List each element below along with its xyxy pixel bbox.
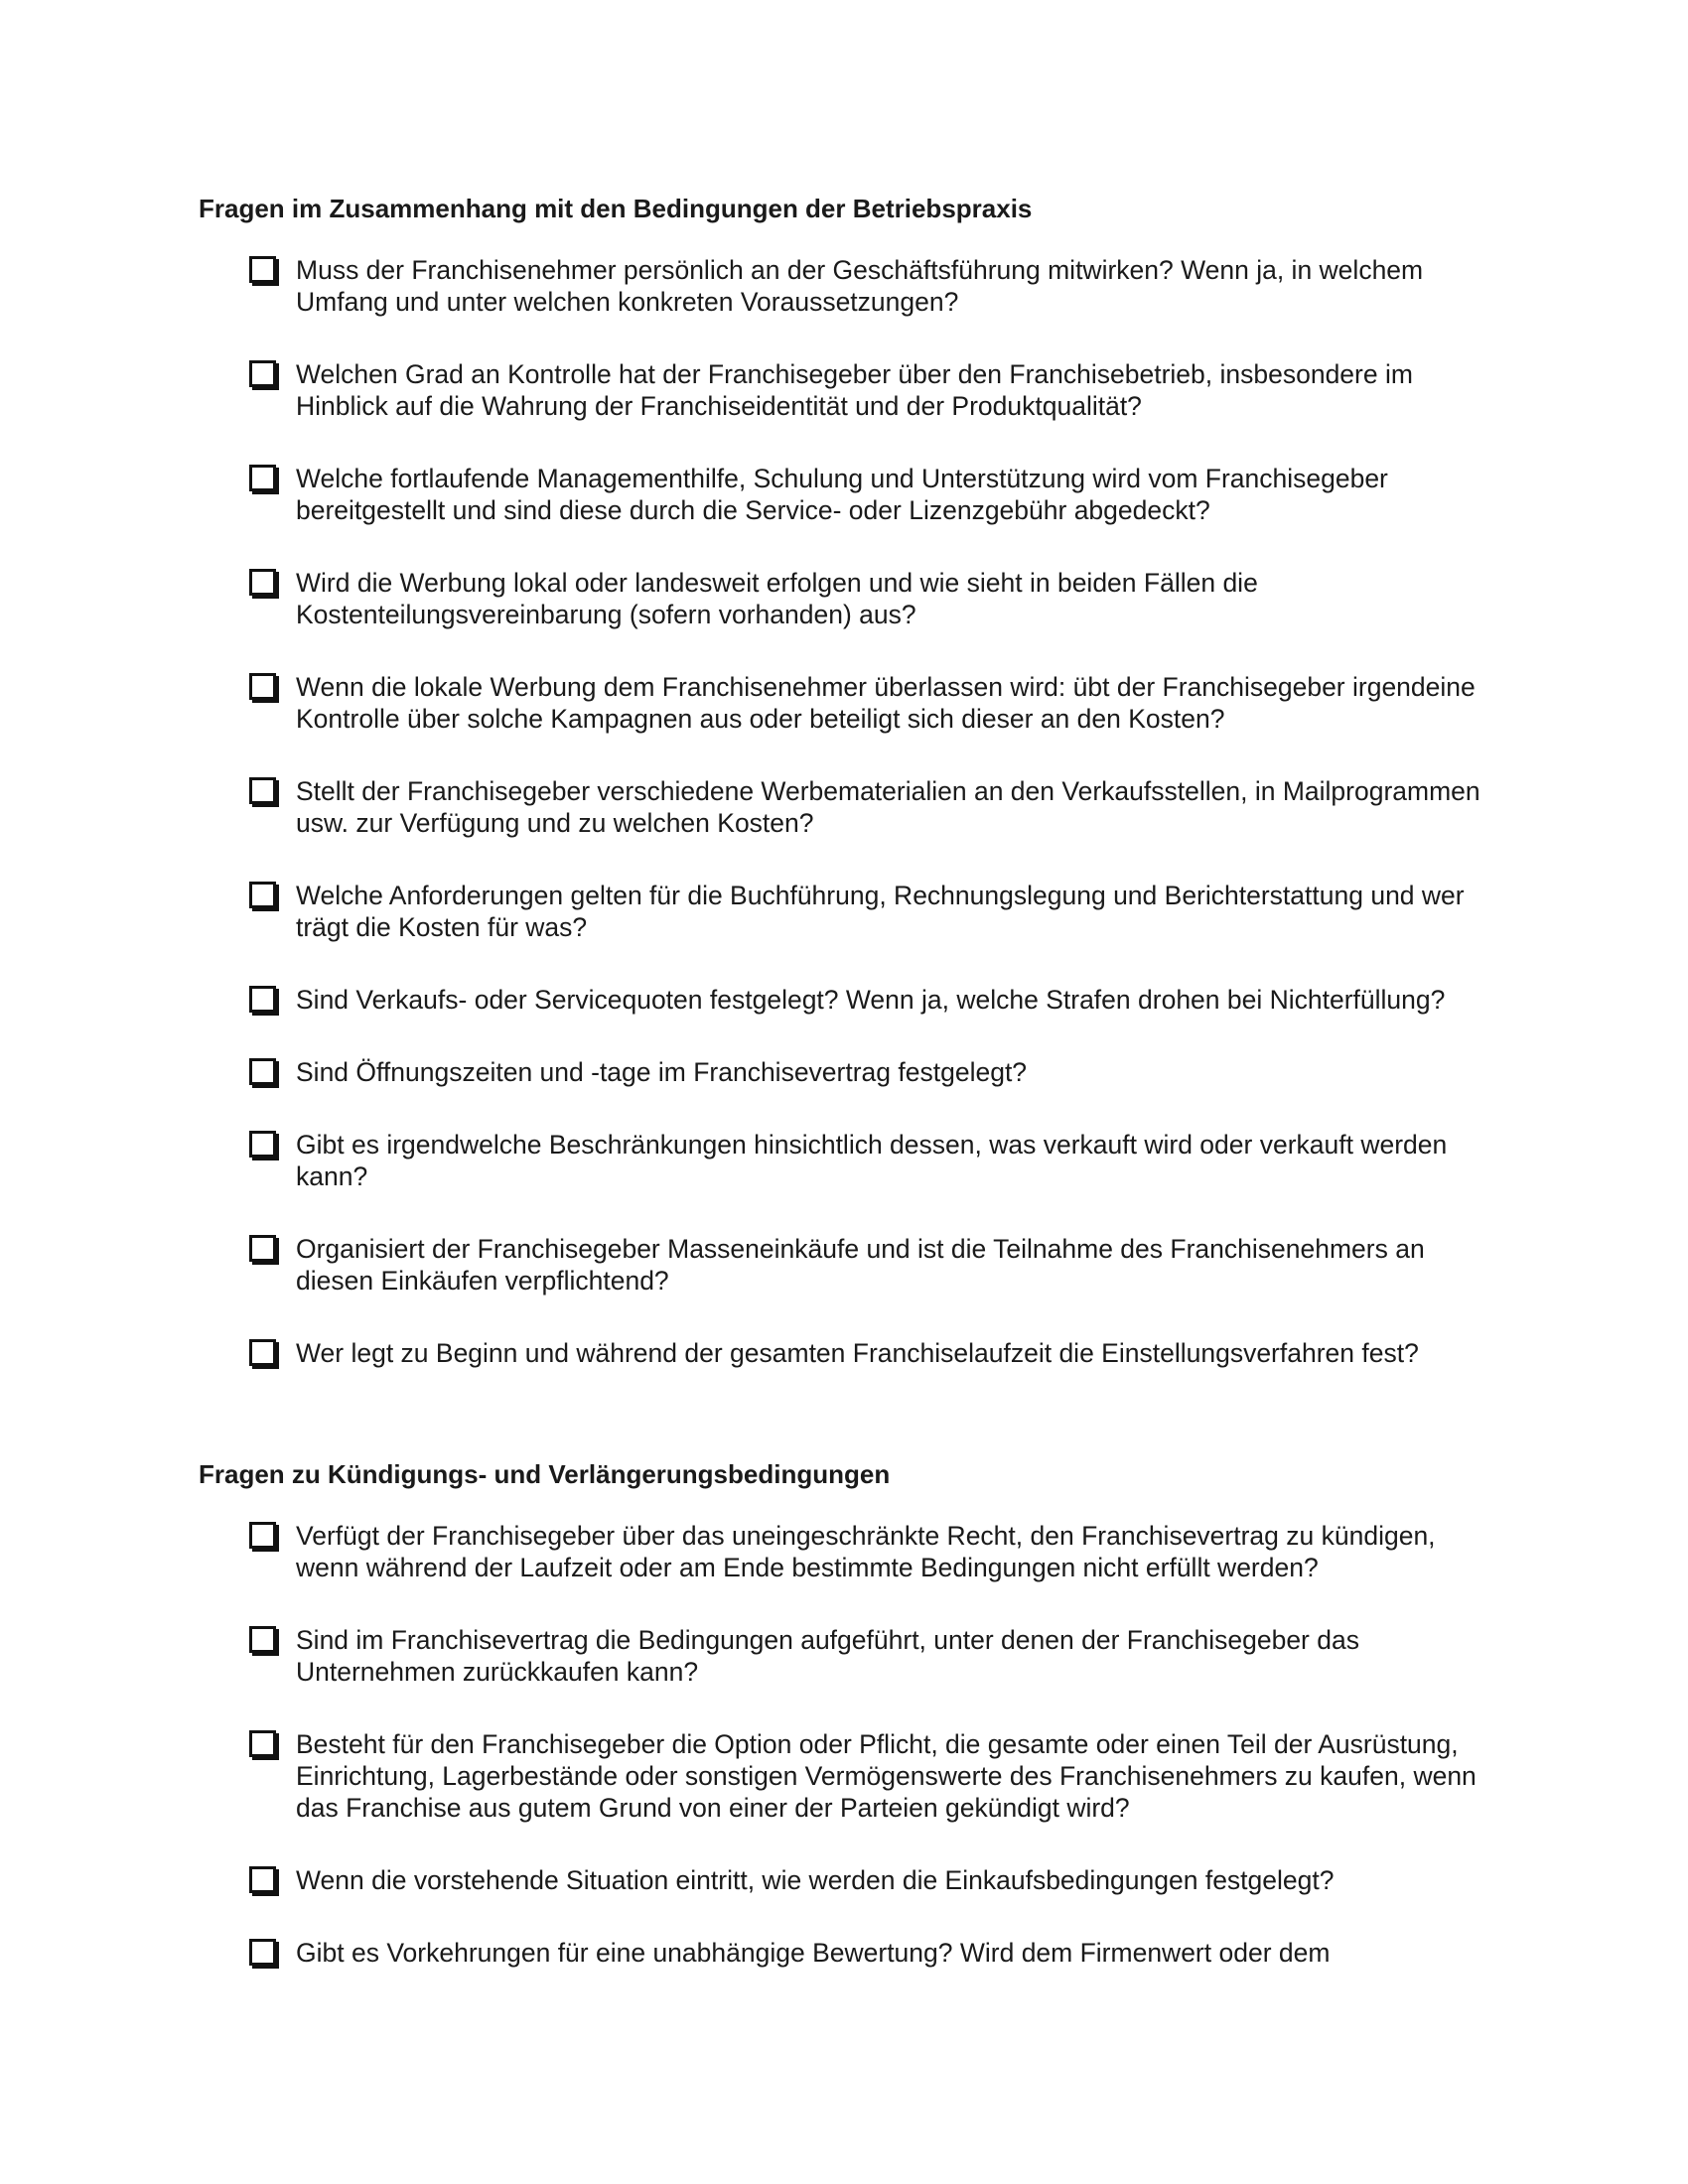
checkbox-icon[interactable] [249,465,276,491]
checkbox-icon[interactable] [249,256,276,283]
checklist-item [0,1728,1487,1824]
checkbox-icon[interactable] [249,1339,276,1366]
checklist-item [0,880,1487,943]
checklist-item [0,984,1487,1016]
checklist-item-text: Verfügt der Franchisegeber über das uneingeschränkte Recht, den Franchisevertrag zu kündigen, wenn während der Laufzeit oder am Ende bestimmte Bedingungen nicht erfüllt werden? [296,1521,1436,1582]
checklist-item-text: Sind Verkaufs- oder Servicequoten festgelegt? Wenn ja, welche Strafen drohen bei Nichterfüllung? [296,985,1446,1015]
checkbox-icon[interactable] [249,1235,276,1262]
checkbox-icon[interactable] [249,986,276,1013]
checkbox-icon[interactable] [249,1730,276,1757]
checklist-item-text: Muss der Franchisenehmer persönlich an der Geschäftsführung mitwirken? Wenn ja, in welchem Umfang und unter welchen konkreten Voraussetzungen? [296,255,1424,317]
section-termination-renewal [0,1454,1688,2009]
checklist-item [0,671,1487,735]
checklist-item [0,1129,1487,1192]
checklist-item-text: Wenn die vorstehende Situation eintritt, wie werden die Einkaufsbedingungen festgelegt? [296,1865,1335,1895]
checkbox-icon[interactable] [249,1522,276,1549]
checklist-item-text: Gibt es Vorkehrungen für eine unabhängige Bewertung? Wird dem Firmenwert oder dem [296,1938,1331,1968]
checklist-item-text: Welchen Grad an Kontrolle hat der Franchisegeber über den Franchisebetrieb, insbesondere im Hinblick auf die Wahrung der Franchiseidentität und der Produktqualität? [296,359,1413,421]
section-operating-practice [0,189,1688,1410]
checklist-item-text: Organisiert der Franchisegeber Masseneinkäufe und ist die Teilnahme des Franchisenehmers an diesen Einkäufen verpflichtend? [296,1234,1425,1296]
checkbox-icon[interactable] [249,777,276,804]
checklist-item [0,1624,1487,1688]
checklist-item [0,358,1487,422]
checklist-item [0,1337,1487,1369]
checkbox-icon[interactable] [249,1058,276,1085]
checklist [0,1520,1688,1969]
checklist [0,254,1688,1369]
checklist-item-text: Sind Öffnungszeiten und -tage im Franchisevertrag festgelegt? [296,1057,1028,1087]
checklist-item [0,1520,1487,1583]
checkbox-icon[interactable] [249,1866,276,1893]
checklist-item-text: Wenn die lokale Werbung dem Franchisenehmer überlassen wird: übt der Franchisegeber irgendeine Kontrolle über solche Kampagnen aus oder beteiligt sich dieser an den Kosten? [296,672,1476,734]
checklist-item-text: Gibt es irgendwelche Beschränkungen hinsichtlich dessen, was verkauft wird oder verkauft werden kann? [296,1130,1448,1191]
checklist-item-text: Stellt der Franchisegeber verschiedene Werbematerialien an den Verkaufsstellen, in Mailprogrammen usw. zur Verfügung und zu welchen Kosten? [296,776,1480,838]
checklist-item-text: Besteht für den Franchisegeber die Option oder Pflicht, die gesamte oder einen Teil der Ausrüstung, Einrichtung, Lagerbestände oder sonstigen Vermögenswerte des Franchisenehmers zu kaufen, wenn das Franchise aus gutem Grund von einer der Parteien gekündigt wird? [296,1729,1477,1823]
checklist-item-text: Wer legt zu Beginn und während der gesamten Franchiselaufzeit die Einstellungsverfahren fest? [296,1338,1419,1368]
checklist-item [0,1864,1487,1896]
checkbox-icon[interactable] [249,1626,276,1653]
checklist-item [0,463,1487,526]
checkbox-icon[interactable] [249,360,276,387]
checkbox-icon[interactable] [249,882,276,908]
checklist-item [0,567,1487,630]
checkbox-icon[interactable] [249,569,276,596]
section-heading: Fragen zu Kündigungs- und Verlängerungsbedingungen [199,1459,891,1489]
checklist-item [0,1937,1487,1969]
checklist-item-text: Sind im Franchisevertrag die Bedingungen aufgeführt, unter denen der Franchisegeber das Unternehmen zurückkaufen kann? [296,1625,1359,1687]
checkbox-icon[interactable] [249,1939,276,1966]
checklist-item [0,254,1487,318]
checklist-item [0,1233,1487,1297]
checklist-item-text: Wird die Werbung lokal oder landesweit erfolgen und wie sieht in beiden Fällen die Kostenteilungsvereinbarung (sofern vorhanden) aus? [296,568,1258,629]
checklist-item-text: Welche fortlaufende Managementhilfe, Schulung und Unterstützung wird vom Franchisegeber bereitgestellt und sind diese durch die Service- oder Lizenzgebühr abgedeckt? [296,464,1388,525]
checklist-item-text: Welche Anforderungen gelten für die Buchführung, Rechnungslegung und Berichterstattung und wer trägt die Kosten für was? [296,881,1465,942]
checklist-item [0,1056,1487,1088]
checkbox-icon[interactable] [249,673,276,700]
checklist-item [0,775,1487,839]
section-heading: Fragen im Zusammenhang mit den Bedingungen der Betriebspraxis [199,194,1033,223]
checkbox-icon[interactable] [249,1131,276,1158]
